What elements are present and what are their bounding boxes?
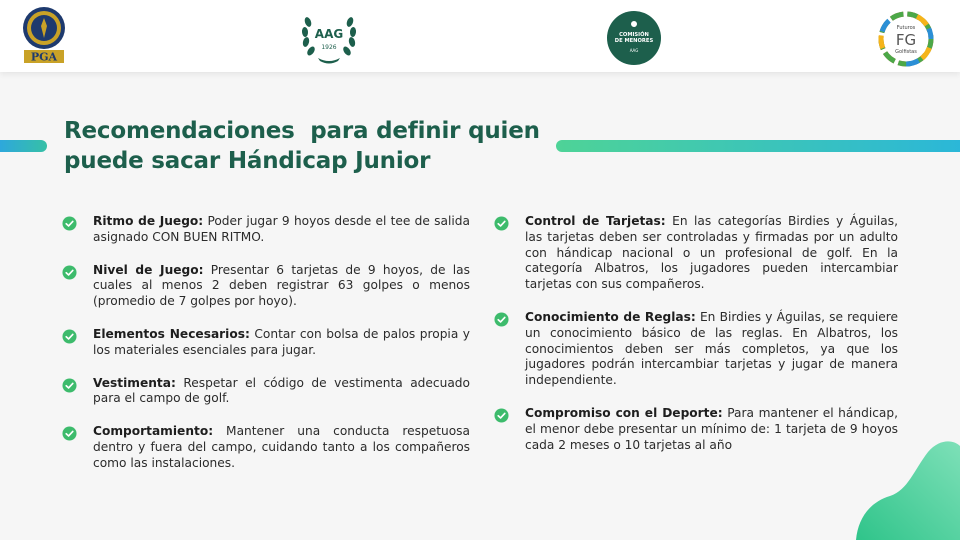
check-circle-icon — [62, 378, 77, 393]
left-column — [62, 214, 470, 489]
aag-logo-year: 1926 — [321, 44, 337, 51]
page-title — [64, 116, 554, 176]
list-item-elementos — [62, 327, 470, 359]
check-circle-icon — [494, 408, 509, 423]
list-item-compromiso — [494, 406, 898, 453]
check-circle-icon — [494, 312, 509, 327]
list-item-body: Contar con bolsa de palos propia y los materiales esenciales para jugar. — [93, 326, 471, 357]
list-item-label: Conocimiento de Reglas: — [525, 309, 696, 324]
check-circle-icon — [62, 329, 77, 344]
list-item-body: Presentar 6 tarjetas de 9 hoyos, de las cuales al menos 2 deben registrar 63 golpes o menos (promedio de 7 golpes por hoyo). — [93, 262, 470, 309]
list-item-label: Control de Tarjetas: — [525, 214, 666, 228]
comision-logo-line1: COMISIÓN — [619, 32, 649, 38]
title-line-1: Recomendaciones para definir quien — [64, 118, 540, 144]
list-item-text — [93, 376, 470, 408]
title-line-2: puede sacar Hándicap Junior — [64, 148, 431, 174]
list-item-text — [525, 214, 898, 293]
list-item-text — [93, 424, 470, 471]
list-item-text — [525, 310, 898, 389]
list-item-body: Mantener una conducta respetuosa dentro y fuera del campo, cuidando tanto a los compañeros como las instalaciones. — [93, 424, 470, 470]
fg-logo-top: Futuros — [896, 25, 916, 31]
list-item-vestimenta — [62, 376, 470, 408]
list-item-label: Ritmo de Juego: — [93, 214, 204, 228]
accent-bar-right — [556, 140, 960, 152]
check-circle-icon — [494, 216, 509, 231]
comision-logo-line3: AAG — [629, 48, 639, 53]
list-item-label: Elementos Necesarios: — [93, 326, 250, 341]
list-item-nivel — [62, 263, 470, 310]
list-item-body: Para mantener el hándicap, el menor debe presentar un mínimo de: 1 tarjeta de 9 hoyos cada 2 meses o 10 tarjetas al año — [525, 405, 899, 452]
list-item-body: Respetar el código de vestimenta adecuado para el campo de golf. — [93, 375, 470, 406]
list-item-label: Compromiso con el Deporte: — [525, 405, 723, 420]
list-item-label: Comportamiento: — [93, 424, 214, 439]
list-item-body: En las categorías Birdies y Águilas, las tarjetas deben ser controladas y firmadas por un adulto con hándicap nacional o un profesional de golf. En la categoría Albatros, los jugadores pueden intercambiar tarjetas con sus compañeros. — [525, 214, 898, 292]
pga-logo — [20, 6, 68, 64]
list-item-comportamiento — [62, 424, 470, 471]
list-item-ritmo — [62, 214, 470, 246]
list-item-body: En Birdies y Águilas, se requiere un conocimiento básico de las reglas. En Albatros, los conocimientos deben ser más completos, ya que los jugadores podrán intercambiar tarjetas y jugar de manera independiente. — [525, 309, 898, 388]
futuros-golfistas-logo — [878, 11, 934, 67]
list-item-text — [93, 327, 470, 359]
aag-logo — [298, 8, 360, 66]
right-column — [494, 214, 898, 470]
comision-logo-line2: DE MENORES — [614, 38, 654, 44]
check-circle-icon — [62, 216, 77, 231]
aag-logo-initials: AAG — [314, 27, 344, 41]
comision-menores-logo — [606, 10, 662, 66]
list-item-conocimiento-reglas — [494, 310, 898, 389]
header-bar — [0, 0, 960, 72]
decorative-corner-blob — [856, 440, 960, 540]
accent-bar-left — [0, 140, 47, 152]
list-item-label: Nivel de Juego: — [93, 262, 204, 277]
list-item-text — [525, 406, 898, 453]
list-item-body: Poder jugar 9 hoyos desde el tee de salida asignado CON BUEN RITMO. — [93, 214, 470, 244]
check-circle-icon — [62, 426, 77, 441]
list-item-label: Vestimenta: — [93, 375, 176, 390]
pga-logo-text: PGA — [30, 50, 58, 64]
list-item-control-tarjetas — [494, 214, 898, 293]
list-item-text — [93, 263, 470, 310]
fg-logo-mid: FG — [895, 31, 917, 49]
list-item-text — [93, 214, 470, 246]
check-circle-icon — [62, 265, 77, 280]
fg-logo-bottom: Golfistas — [895, 49, 917, 55]
